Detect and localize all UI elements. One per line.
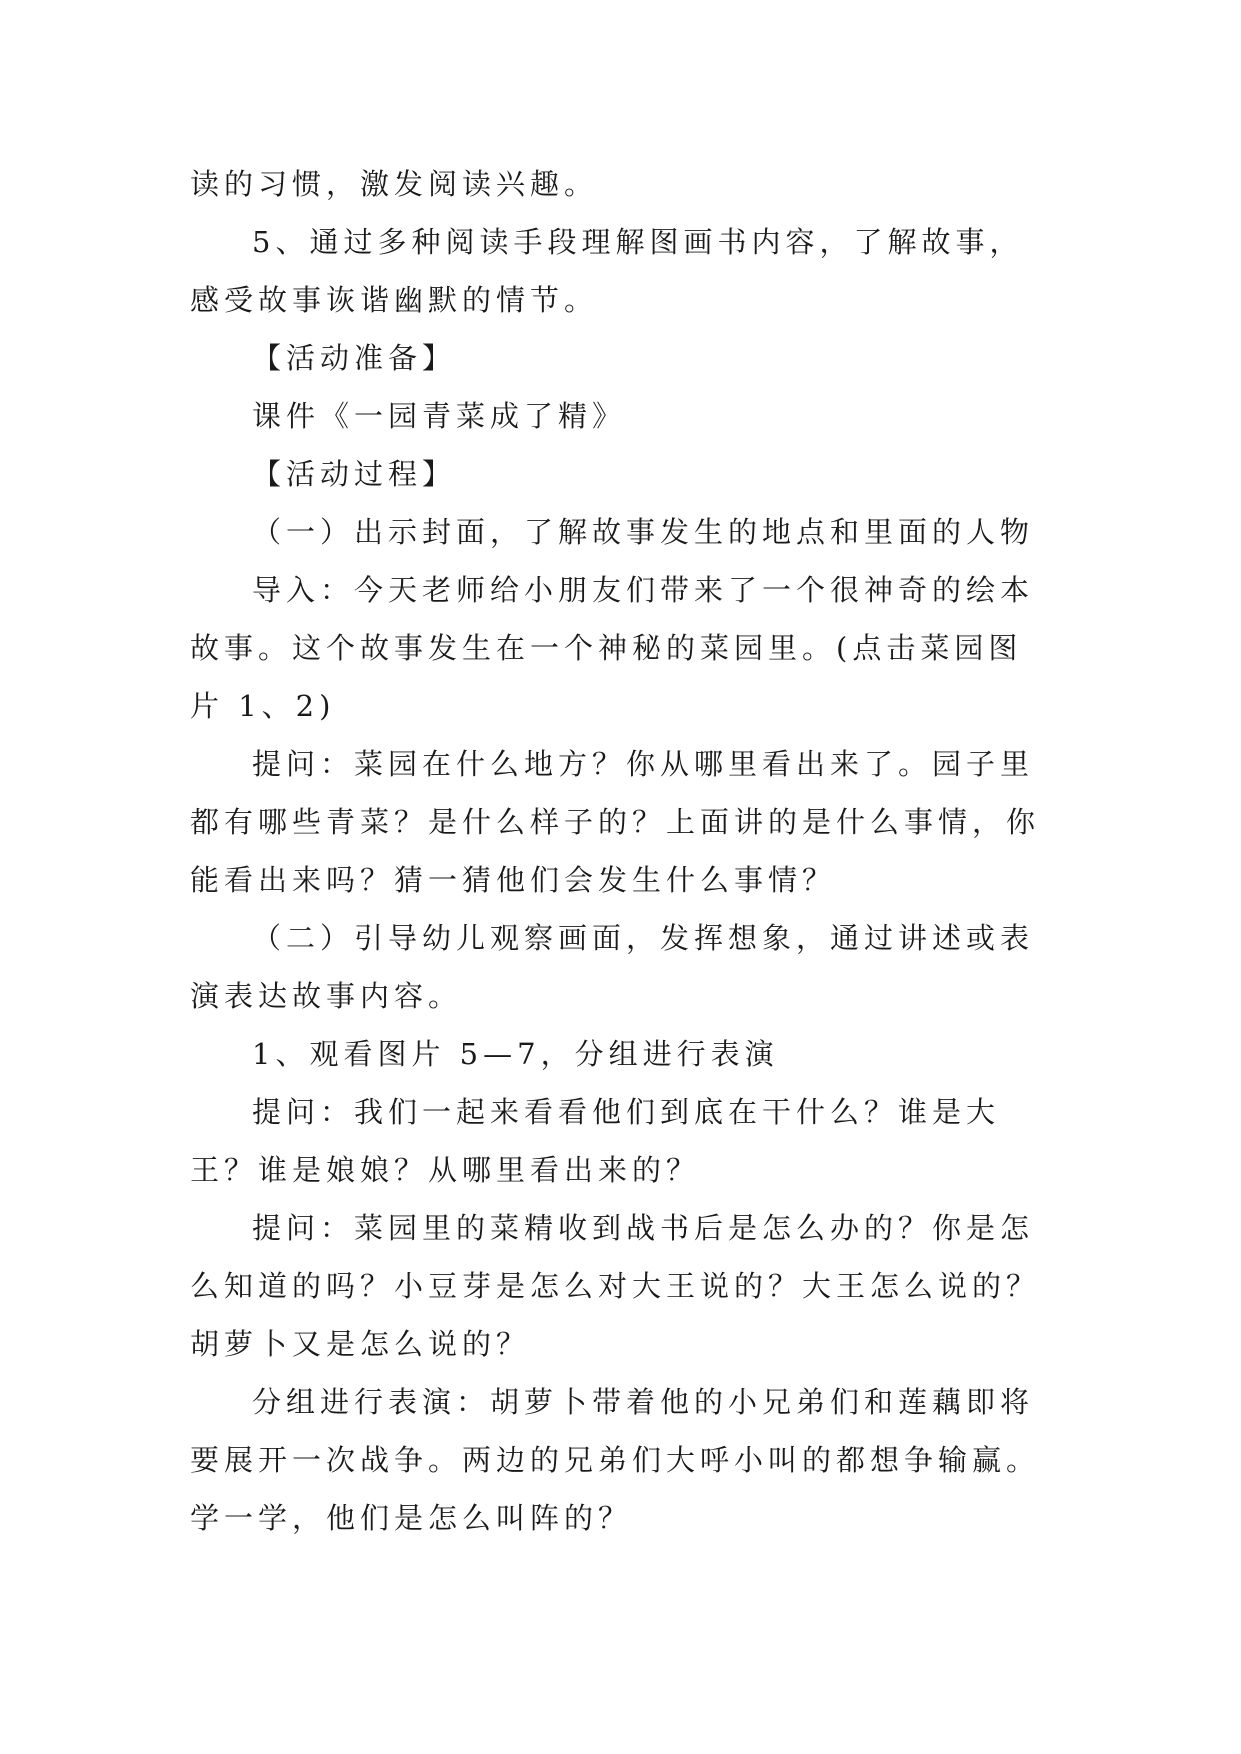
document-body — [190, 155, 1050, 1547]
paragraph: （二）引导幼儿观察画面，发挥想象，通过讲述或表演表达故事内容。 — [190, 921, 1035, 1013]
paragraph: 课件《一园青菜成了精》 — [252, 399, 627, 433]
paragraph: 5、通过多种阅读手段理解图画书内容，了解故事，感受故事诙谐幽默的情节。 — [190, 225, 1024, 317]
paragraph: 提问：菜园在什么地方？你从哪里看出来了。园子里都有哪些青菜？是什么样子的？上面讲的是什么事情，你能看出来吗？猜一猜他们会发生什么事情？ — [190, 747, 1041, 897]
paragraph: 导入：今天老师给小朋友们带来了一个很神奇的绘本故事。这个故事发生在一个神秘的菜园里。(点击菜园图片 1、2) — [190, 573, 1035, 723]
section-heading-process: 【活动过程】 — [252, 457, 457, 491]
paragraph: 1、观看图片 5—7，分组进行表演 — [252, 1037, 779, 1071]
paragraph: 分组进行表演：胡萝卜带着他的小兄弟们和莲藕即将要展开一次战争。两边的兄弟们大呼小叫的都想争输赢。学一学，他们是怎么叫阵的？ — [190, 1385, 1041, 1535]
paragraph: （一）出示封面，了解故事发生的地点和里面的人物 — [252, 515, 1035, 549]
paragraph: 读的习惯，激发阅读兴趣。 — [190, 167, 599, 201]
paragraph: 提问：菜园里的菜精收到战书后是怎么办的？你是怎么知道的吗？小豆芽是怎么对大王说的？大王怎么说的？胡萝卜又是怎么说的？ — [190, 1211, 1041, 1361]
paragraph: 提问：我们一起来看看他们到底在干什么？谁是大王？谁是娘娘？从哪里看出来的？ — [190, 1095, 1001, 1187]
section-heading-preparation: 【活动准备】 — [252, 341, 457, 375]
